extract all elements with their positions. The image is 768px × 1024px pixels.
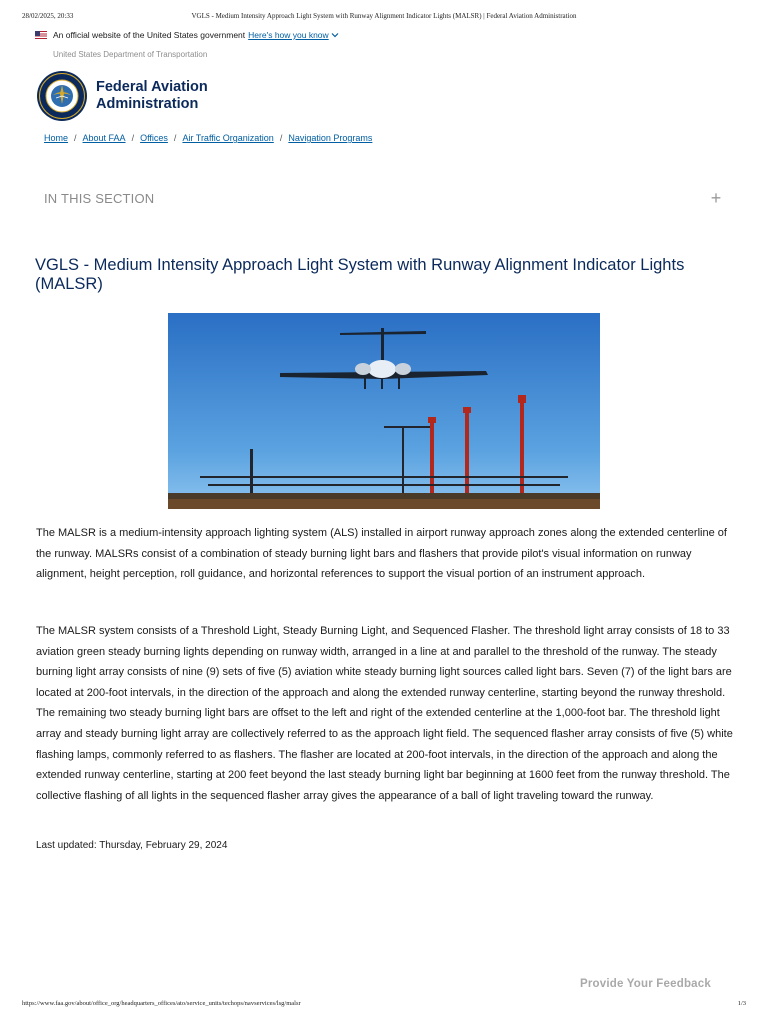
faa-name [96, 79, 208, 113]
gov-banner [35, 28, 339, 42]
breadcrumb-offices[interactable]: Offices [140, 133, 168, 143]
breadcrumb-separator: / [279, 133, 283, 143]
dot-label: United States Department of Transportation [53, 50, 208, 59]
in-this-section-toggle[interactable] [44, 189, 724, 207]
faa-logo-link[interactable] [36, 70, 208, 122]
breadcrumb-navigation-programs[interactable]: Navigation Programs [288, 133, 373, 143]
breadcrumb [44, 133, 372, 143]
plus-icon[interactable]: + [710, 188, 722, 208]
heres-how-you-know-link[interactable]: Here's how you know [248, 30, 329, 40]
breadcrumb-separator: / [74, 133, 77, 143]
in-this-section-label: IN THIS SECTION [44, 190, 155, 206]
breadcrumb-separator: / [173, 133, 177, 143]
paragraph-details: The MALSR system consists of a Threshold Light, Steady Burning Light, and Sequenced Flasher. The threshold light array consists of 18 to 33 aviation green steady burning lights depending on runway width, arranged in a line at and parallel to the threshold of the runway. The steady burning light array consists of nine (9) sets of five (5) aviation white steady burning light sources called light bars. Seven (7) of the light bars are located at 200-foot intervals, in the direction of the approach and along the extended runway centerline, starting beyond the runway threshold. The remaining two steady burning light bars are offset to the left and right of the extended centerline at the 1,000-foot bar. The threshold light array and steady burning light array are collectively referred to as the approach light field. The sequenced flasher array consists of five (5) white flashing lamps, commonly referred to as flashers. The flasher are located at 200-foot intervals, in the direction of the approach and along the extended runway centerline, starting at 200 feet beyond the last steady burning light bar beginning at 1600 feet from the runway threshold. The collective flashing of all lights in the sequenced flasher array gives the appearance of a ball of light traveling toward the runway. [36, 625, 733, 802]
faa-seal-icon [36, 70, 88, 122]
hero-image [168, 313, 600, 509]
faa-name-line1: Federal Aviation [96, 79, 208, 95]
faa-name-line2: Administration [96, 96, 199, 112]
paragraph-intro: The MALSR is a medium-intensity approach lighting system (ALS) installed in airport runway approach zones along the extended centerline of the runway. MALSRs consist of a combination of steady burning light bars and flashers that provide pilot's visual information on runway alignment, height perception, roll guidance, and horizontal references to support the visual portion of an instrument approach. [36, 527, 727, 581]
print-footer [22, 1000, 746, 1012]
print-page-number: 1/3 [737, 1000, 746, 1007]
print-header [22, 12, 746, 24]
breadcrumb-separator: / [131, 133, 135, 143]
print-url: https://www.faa.gov/about/office_org/headquarters_offices/ato/service_units/techops/navservices/lsg/malsr [22, 1000, 301, 1007]
chevron-down-icon[interactable] [331, 31, 339, 39]
print-datetime: 28/02/2025, 20:33 [22, 12, 74, 20]
last-updated: Last updated: Thursday, February 29, 2024 [36, 840, 228, 851]
print-doc-title: VGLS - Medium Intensity Approach Light System with Runway Alignment Indicator Lights (MALSR) | Federal Aviation Administration [191, 12, 577, 20]
breadcrumb-home[interactable]: Home [44, 133, 69, 143]
us-flag-icon [35, 31, 47, 39]
gov-banner-text: An official website of the United States government [53, 30, 246, 40]
breadcrumb-about-faa[interactable]: About FAA [82, 133, 126, 143]
page-title: VGLS - Medium Intensity Approach Light System with Runway Alignment Indicator Lights (MALSR) [35, 256, 685, 293]
provide-feedback-button[interactable]: Provide Your Feedback [580, 978, 711, 990]
breadcrumb-air-traffic-organization[interactable]: Air Traffic Organization [182, 133, 274, 143]
